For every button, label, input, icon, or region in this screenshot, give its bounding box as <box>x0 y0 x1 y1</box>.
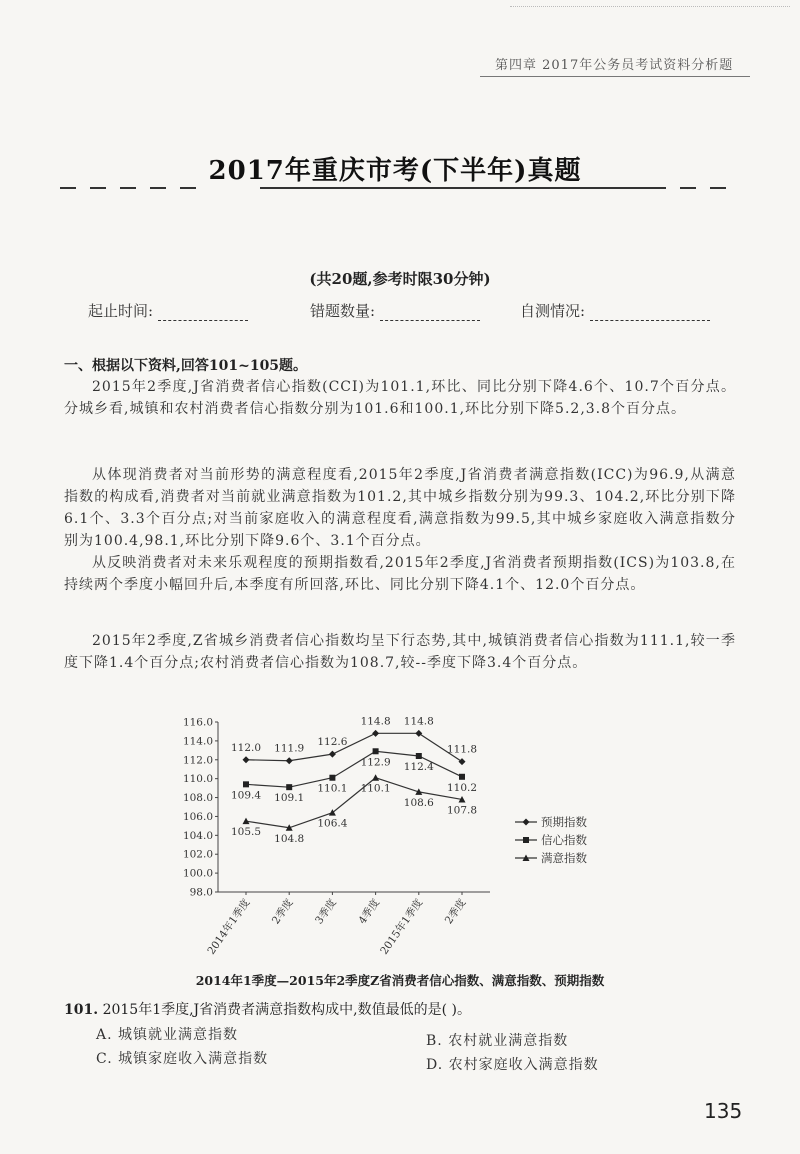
data-point <box>459 774 465 780</box>
start-time-field[interactable] <box>88 300 248 321</box>
paragraph-4: 2015年2季度,Z省城乡消费者信心指数均呈下行态势,其中,城镇消费者信心指数为111.1,较一季度下降1.4个百分点;农村消费者信心指数为108.7,较--季度下降3.4个百分点。 <box>64 633 736 671</box>
line-chart <box>160 710 640 975</box>
y-tick-label: 106.0 <box>182 810 213 823</box>
title-block <box>60 150 730 200</box>
data-point <box>286 784 292 790</box>
legend-marker <box>523 837 529 843</box>
y-tick-label: 98.0 <box>189 886 213 899</box>
chart-caption: 2014年1季度—2015年2季度Z省消费者信心指数、满意指数、预期指数 <box>195 973 605 988</box>
data-point <box>329 775 335 781</box>
data-point <box>286 757 293 764</box>
x-tick-label: 2014年1季度 <box>205 896 253 957</box>
data-point <box>243 818 250 825</box>
data-point <box>372 730 379 737</box>
wrong-count-blank[interactable] <box>380 306 480 321</box>
x-tick-label: 2季度 <box>269 896 296 927</box>
y-tick-label: 102.0 <box>182 848 213 861</box>
data-label: 114.8 <box>360 715 391 728</box>
y-tick-label: 104.0 <box>182 829 213 842</box>
start-time-label: 起止时间: <box>88 302 154 320</box>
exam-subtitle: (共20题,参考时限30分钟) <box>309 270 491 288</box>
data-point <box>243 756 250 763</box>
data-label: 108.6 <box>403 796 434 809</box>
data-label: 110.1 <box>317 782 348 795</box>
data-point <box>243 781 249 787</box>
y-tick-label: 114.0 <box>182 735 213 748</box>
x-tick-label: 2季度 <box>442 896 469 927</box>
legend-label: 预期指数 <box>541 815 587 829</box>
question-text: 2015年1季度,J省消费者满意指数构成中,数值最低的是( )。 <box>102 1002 471 1018</box>
data-point <box>415 730 422 737</box>
scan-noise <box>510 6 790 13</box>
paragraph-3: 从反映消费者对未来乐观程度的预期指数看,2015年2季度,J省消费者预期指数(ICS)为103.8,在持续两个季度小幅回升后,本季度有所回落,环比、同比分别下降4.1个、12.0个百分点。 <box>64 555 736 593</box>
y-tick-label: 110.0 <box>182 773 213 786</box>
self-eval-field[interactable] <box>520 300 710 321</box>
y-tick-label: 116.0 <box>182 716 213 729</box>
question-101 <box>64 999 471 1019</box>
data-label: 106.4 <box>317 817 348 830</box>
running-head: 第四章 2017年公务员考试资料分析题 <box>495 58 734 73</box>
title-underline <box>260 187 660 189</box>
x-tick-label: 4季度 <box>356 896 383 927</box>
option-c[interactable]: C. 城镇家庭收入满意指数 <box>96 1051 269 1067</box>
data-label: 112.6 <box>317 736 348 749</box>
self-eval-blank[interactable] <box>590 306 710 321</box>
data-label: 112.0 <box>230 741 262 754</box>
y-tick-label: 100.0 <box>182 867 213 880</box>
data-point <box>416 753 422 759</box>
data-label: 112.9 <box>360 756 391 769</box>
data-label: 109.1 <box>274 792 305 805</box>
data-label: 105.5 <box>230 826 262 839</box>
page-number: 135 <box>704 1099 743 1123</box>
data-label: 110.2 <box>446 781 478 794</box>
x-tick-label: 2015年1季度 <box>378 896 426 957</box>
data-label: 111.9 <box>274 742 305 755</box>
question-number: 101. <box>64 1002 99 1018</box>
data-point <box>373 748 379 754</box>
self-eval-label: 自测情况: <box>520 302 586 320</box>
y-tick-label: 112.0 <box>182 754 213 767</box>
data-point <box>329 751 336 758</box>
legend-marker <box>523 819 530 826</box>
data-label: 109.4 <box>230 789 262 802</box>
y-tick-label: 108.0 <box>182 792 213 805</box>
wrong-count-field[interactable] <box>310 300 480 321</box>
data-point <box>372 774 379 781</box>
option-d[interactable]: D. 农村家庭收入满意指数 <box>426 1057 599 1073</box>
paragraph-1: 2015年2季度,J省消费者信心指数(CCI)为101.1,环比、同比分别下降4.6个、10.7个百分点。分城乡看,城镇和农村消费者信心指数分别为101.6和100.1,环比分别下降5.2,3.8个百分点。 <box>64 379 736 417</box>
data-label: 107.8 <box>446 804 478 817</box>
data-point <box>459 758 466 765</box>
legend-label: 满意指数 <box>541 851 587 865</box>
data-label: 112.4 <box>403 761 434 773</box>
legend-label: 信心指数 <box>541 833 587 847</box>
header-rule <box>480 76 750 77</box>
data-label: 110.1 <box>360 782 391 795</box>
option-a[interactable]: A. 城镇就业满意指数 <box>96 1027 239 1043</box>
start-time-blank[interactable] <box>158 306 248 321</box>
wrong-count-label: 错题数量: <box>310 302 376 320</box>
section-title: 一、根据以下资料,回答101~105题。 <box>64 358 308 374</box>
data-label: 114.8 <box>403 715 434 728</box>
data-label: 111.8 <box>446 743 478 756</box>
data-label: 104.8 <box>274 832 305 845</box>
option-b[interactable]: B. 农村就业满意指数 <box>426 1033 569 1049</box>
page-title: 2017年重庆市考(下半年)真题 <box>208 156 582 186</box>
x-tick-label: 3季度 <box>313 896 339 927</box>
paragraph-2: 从体现消费者对当前形势的满意程度看,2015年2季度,J省消费者满意指数(ICC)为96.9,从满意指数的构成看,消费者对当前就业满意指数为101.2,其中城乡指数分别为99.3、104.2,环比分别下降6.1个、3.3个百分点;对当前家庭收入的满意程度看,满意指数为99.5,其中城乡家庭收入满意指数分别为100.4,98.1,环比分别下降9.6个、3.1个百分点。 <box>64 467 736 549</box>
